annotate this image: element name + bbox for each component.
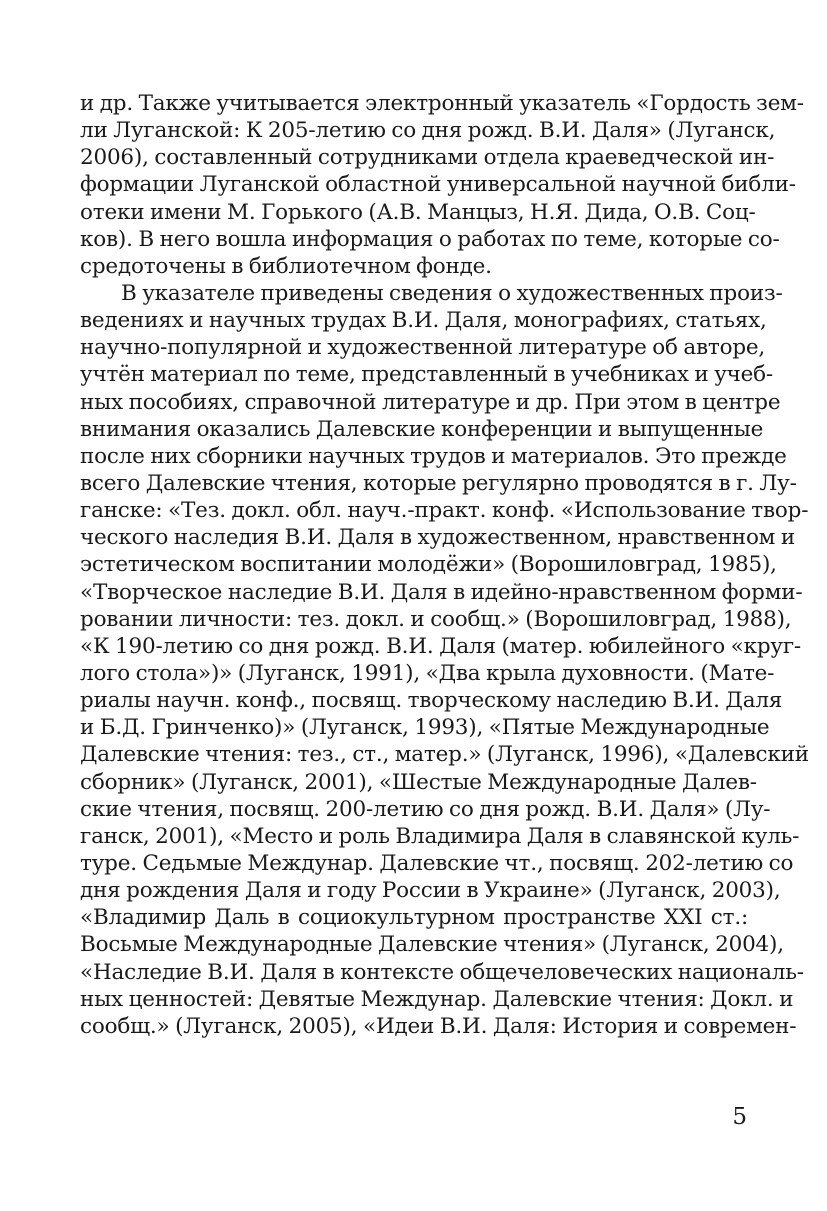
text-line: Восьмые Международные Далевские чтения» (Луганск, 2004), — [80, 932, 784, 958]
text-line: дня рождения Даля и году России в Украине» (Луганск, 2003), — [80, 878, 781, 904]
text-line: «Наследие В.И. Даля в контексте общечеловеческих националь- — [80, 959, 804, 985]
text-line: ных пособиях, справочной литературе и др. При этом в центре — [80, 389, 781, 415]
text-line: научно-популярной и художественной литературе об авторе, — [80, 335, 766, 361]
text-line: ские чтения, посвящ. 200-летию со дня рожд. В.И. Даля» (Лу- — [80, 796, 771, 822]
text-line: отеки имени М. Горького (А.В. Манцыз, Н.Я. Дида, О.В. Соц- — [80, 199, 756, 225]
text-line: сообщ.» (Луганск, 2005), «Идеи В.И. Даля: История и современ- — [80, 1013, 797, 1039]
text-line: внимания оказались Далевские конференции и выпущенные — [80, 416, 764, 442]
text-line: учтён материал по теме, представленный в учебниках и учеб- — [80, 362, 773, 388]
text-line: формации Луганской областной универсальной научной библи- — [80, 172, 796, 198]
text-line: ков). В него вошла информация о работах по теме, которые со- — [80, 226, 780, 252]
text-line: Далевские чтения: тез., ст., матер.» (Луганск, 1996), «Далевский — [80, 742, 809, 768]
text-line: туре. Седьмые Междунар. Далевские чт., посвящ. 202-летию со — [80, 850, 794, 876]
text-line: 2006), составленный сотрудниками отдела краеведческой ин- — [80, 145, 775, 171]
text-line: лого стола»)» (Луганск, 1991), «Два крыла духовности. (Мате- — [80, 660, 775, 686]
text-line: «Творческое наследие В.И. Даля в идейно-нравственном форми- — [80, 579, 803, 605]
text-line: всего Далевские чтения, которые регулярно проводятся в г. Лу- — [80, 470, 797, 496]
text-line: ровании личности: тез. докл. и сообщ.» (Ворошиловград, 1988), — [80, 606, 792, 632]
text-line: средоточены в библиотечном фонде. — [80, 253, 492, 279]
text-line: и Б.Д. Гринченко)» (Луганск, 1993), «Пятые Международные — [80, 715, 770, 741]
text-line: сборник» (Луганск, 2001), «Шестые Международные Далев- — [80, 769, 757, 795]
text-line: ведениях и научных трудах В.И. Даля, монографиях, статьях, — [80, 308, 767, 334]
text-line: после них сборники научных трудов и материалов. Это прежде — [80, 443, 787, 469]
text-line: эстетическом воспитании молодёжи» (Ворошиловград, 1985), — [80, 552, 777, 578]
text-line: «Владимир Даль в социокультурном пространстве XXI ст.: — [80, 905, 748, 931]
text-line: ческого наследия В.И. Даля в художественном, нравственном и — [80, 525, 795, 551]
page-body — [80, 90, 809, 1040]
text-line: ганск, 2001), «Место и роль Владимира Даля в славянской куль- — [80, 823, 800, 849]
text-line: ганске: «Тез. докл. обл. науч.-практ. конф. «Использование твор- — [80, 498, 809, 524]
page-number: 5 — [732, 1104, 747, 1130]
paragraph-1 — [80, 90, 804, 280]
text-line: ли Луганской: К 205-летию со дня рожд. В.И. Даля» (Луганск, — [80, 118, 776, 144]
text-line: «К 190-летию со дня рожд. В.И. Даля (матер. юбилейного «круг- — [80, 633, 802, 659]
text-line: ных ценностей: Девятые Междунар. Далевские чтения: Докл. и — [80, 986, 794, 1012]
text-line: В указателе приведены сведения о художественных произ- — [121, 280, 783, 306]
text-line: риалы научн. конф., посвящ. творческому наследию В.И. Даля — [80, 688, 783, 714]
text-line: и др. Также учитывается электронный указатель «Гордость зем- — [80, 91, 804, 116]
paragraph-2 — [80, 280, 809, 1040]
